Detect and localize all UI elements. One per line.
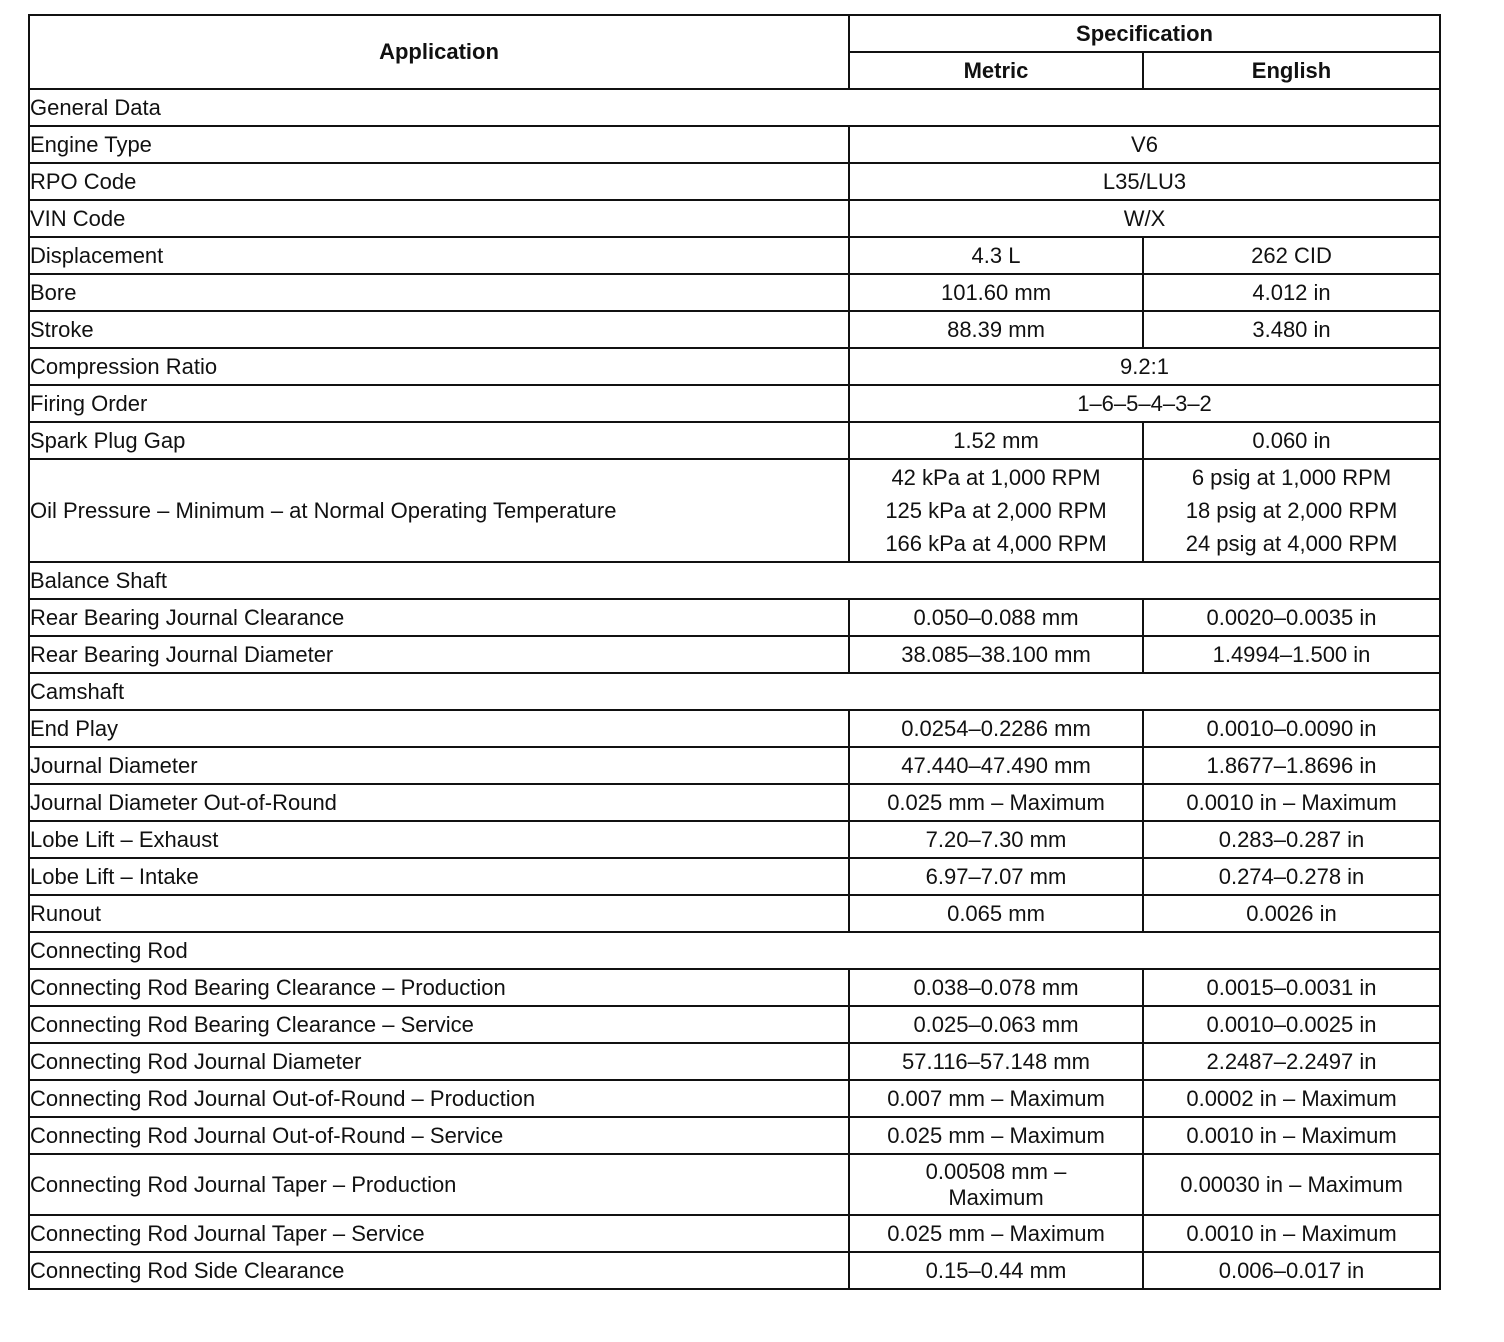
table-row [29, 821, 1440, 858]
table-row [29, 858, 1440, 895]
english-value-cell: 3.480 in [1143, 311, 1440, 348]
table-row [29, 126, 1440, 163]
application-cell: Connecting Rod Bearing Clearance – Service [29, 1006, 849, 1043]
spec-value-cell: V6 [849, 126, 1440, 163]
english-value-cell: 0.0026 in [1143, 895, 1440, 932]
table-row [29, 274, 1440, 311]
application-cell: Connecting Rod Journal Taper – Production [29, 1154, 849, 1215]
spec-value-cell: L35/LU3 [849, 163, 1440, 200]
english-value-cell-line: 6 psig at 1,000 RPM [1191, 465, 1392, 490]
english-value-cell [1143, 459, 1440, 562]
application-cell: Connecting Rod Bearing Clearance – Production [29, 969, 849, 1006]
table-row [29, 1080, 1440, 1117]
metric-value-cell: 88.39 mm [849, 311, 1143, 348]
table-row [29, 969, 1440, 1006]
metric-value-cell-line: Maximum [948, 1184, 1044, 1210]
table-row [29, 784, 1440, 821]
application-cell: Connecting Rod Journal Out-of-Round – Service [29, 1117, 849, 1154]
section-row [29, 89, 1440, 126]
metric-value-cell: 6.97–7.07 mm [849, 858, 1143, 895]
english-value-cell: 0.00030 in – Maximum [1143, 1154, 1440, 1215]
english-value-cell: 0.006–0.017 in [1143, 1252, 1440, 1289]
application-cell: Engine Type [29, 126, 849, 163]
english-value-cell: 0.0010–0.0090 in [1143, 710, 1440, 747]
metric-value-cell: 7.20–7.30 mm [849, 821, 1143, 858]
spec-value-cell: W/X [849, 200, 1440, 237]
application-cell: Journal Diameter Out-of-Round [29, 784, 849, 821]
table-row [29, 200, 1440, 237]
table-row [29, 895, 1440, 932]
section-row [29, 932, 1440, 969]
application-cell: Rear Bearing Journal Clearance [29, 599, 849, 636]
english-value-cell: 4.012 in [1143, 274, 1440, 311]
section-title: Camshaft [29, 673, 1440, 710]
metric-value-cell: 0.15–0.44 mm [849, 1252, 1143, 1289]
application-header: Application [29, 15, 849, 89]
table-row [29, 1006, 1440, 1043]
metric-value-cell: 0.025 mm – Maximum [849, 1215, 1143, 1252]
english-value-cell: 0.0010–0.0025 in [1143, 1006, 1440, 1043]
metric-value-cell [849, 1154, 1143, 1215]
application-cell: Compression Ratio [29, 348, 849, 385]
english-value-cell: 0.0015–0.0031 in [1143, 969, 1440, 1006]
table-row [29, 459, 1440, 562]
application-cell: RPO Code [29, 163, 849, 200]
metric-value-cell: 0.025 mm – Maximum [849, 1117, 1143, 1154]
table-row [29, 1117, 1440, 1154]
specification-body [29, 89, 1440, 1289]
metric-value-cell: 0.025–0.063 mm [849, 1006, 1143, 1043]
english-value-cell: 2.2487–2.2497 in [1143, 1043, 1440, 1080]
section-row [29, 562, 1440, 599]
application-cell: Displacement [29, 237, 849, 274]
application-cell: VIN Code [29, 200, 849, 237]
spec-value-cell: 9.2:1 [849, 348, 1440, 385]
application-cell: Lobe Lift – Exhaust [29, 821, 849, 858]
application-cell: Spark Plug Gap [29, 422, 849, 459]
application-cell: Connecting Rod Journal Out-of-Round – Production [29, 1080, 849, 1117]
table-row [29, 599, 1440, 636]
metric-value-cell [849, 459, 1143, 562]
application-cell: End Play [29, 710, 849, 747]
table-row [29, 747, 1440, 784]
metric-value-cell: 38.085–38.100 mm [849, 636, 1143, 673]
metric-value-cell: 57.116–57.148 mm [849, 1043, 1143, 1080]
table-row [29, 385, 1440, 422]
english-value-cell: 0.0010 in – Maximum [1143, 784, 1440, 821]
metric-value-cell: 0.0254–0.2286 mm [849, 710, 1143, 747]
spec-value-cell: 1–6–5–4–3–2 [849, 385, 1440, 422]
table-row [29, 710, 1440, 747]
specification-header: Specification [849, 15, 1440, 52]
metric-value-cell: 0.007 mm – Maximum [849, 1080, 1143, 1117]
specification-table [28, 14, 1441, 1290]
section-title: Connecting Rod [29, 932, 1440, 969]
application-cell: Journal Diameter [29, 747, 849, 784]
metric-value-cell: 1.52 mm [849, 422, 1143, 459]
metric-value-cell: 4.3 L [849, 237, 1143, 274]
table-row [29, 1252, 1440, 1289]
application-cell: Connecting Rod Journal Taper – Service [29, 1215, 849, 1252]
table-row [29, 1043, 1440, 1080]
metric-value-cell: 101.60 mm [849, 274, 1143, 311]
metric-value-cell-line: 0.00508 mm – [925, 1158, 1067, 1184]
english-value-cell: 0.060 in [1143, 422, 1440, 459]
english-value-cell: 0.0010 in – Maximum [1143, 1117, 1440, 1154]
table-row [29, 1154, 1440, 1215]
application-cell: Connecting Rod Side Clearance [29, 1252, 849, 1289]
metric-value-cell-line: 42 kPa at 1,000 RPM [891, 465, 1101, 490]
metric-value-cell-line: 166 kPa at 4,000 RPM [885, 531, 1107, 556]
section-title: Balance Shaft [29, 562, 1440, 599]
metric-value-cell: 0.065 mm [849, 895, 1143, 932]
application-cell: Lobe Lift – Intake [29, 858, 849, 895]
english-value-cell: 1.8677–1.8696 in [1143, 747, 1440, 784]
application-cell: Firing Order [29, 385, 849, 422]
application-cell: Bore [29, 274, 849, 311]
section-title: General Data [29, 89, 1440, 126]
application-cell: Oil Pressure – Minimum – at Normal Operating Temperature [29, 459, 849, 562]
application-cell: Connecting Rod Journal Diameter [29, 1043, 849, 1080]
metric-value-cell: 47.440–47.490 mm [849, 747, 1143, 784]
english-value-cell: 0.0020–0.0035 in [1143, 599, 1440, 636]
english-value-cell: 0.274–0.278 in [1143, 858, 1440, 895]
table-row [29, 348, 1440, 385]
application-cell: Rear Bearing Journal Diameter [29, 636, 849, 673]
metric-value-cell-line: 125 kPa at 2,000 RPM [885, 498, 1107, 523]
metric-value-cell: 0.050–0.088 mm [849, 599, 1143, 636]
metric-value-cell: 0.038–0.078 mm [849, 969, 1143, 1006]
english-header: English [1143, 52, 1440, 89]
english-value-cell-line: 18 psig at 2,000 RPM [1185, 498, 1398, 523]
table-row [29, 163, 1440, 200]
english-value-cell: 1.4994–1.500 in [1143, 636, 1440, 673]
application-cell: Runout [29, 895, 849, 932]
english-value-cell: 0.283–0.287 in [1143, 821, 1440, 858]
metric-header: Metric [849, 52, 1143, 89]
table-row [29, 636, 1440, 673]
table-row [29, 237, 1440, 274]
section-row [29, 673, 1440, 710]
application-cell: Stroke [29, 311, 849, 348]
english-value-cell-line: 24 psig at 4,000 RPM [1185, 531, 1398, 556]
table-row [29, 422, 1440, 459]
english-value-cell: 0.0002 in – Maximum [1143, 1080, 1440, 1117]
metric-value-cell: 0.025 mm – Maximum [849, 784, 1143, 821]
english-value-cell: 0.0010 in – Maximum [1143, 1215, 1440, 1252]
table-row [29, 311, 1440, 348]
table-row [29, 1215, 1440, 1252]
english-value-cell: 262 CID [1143, 237, 1440, 274]
